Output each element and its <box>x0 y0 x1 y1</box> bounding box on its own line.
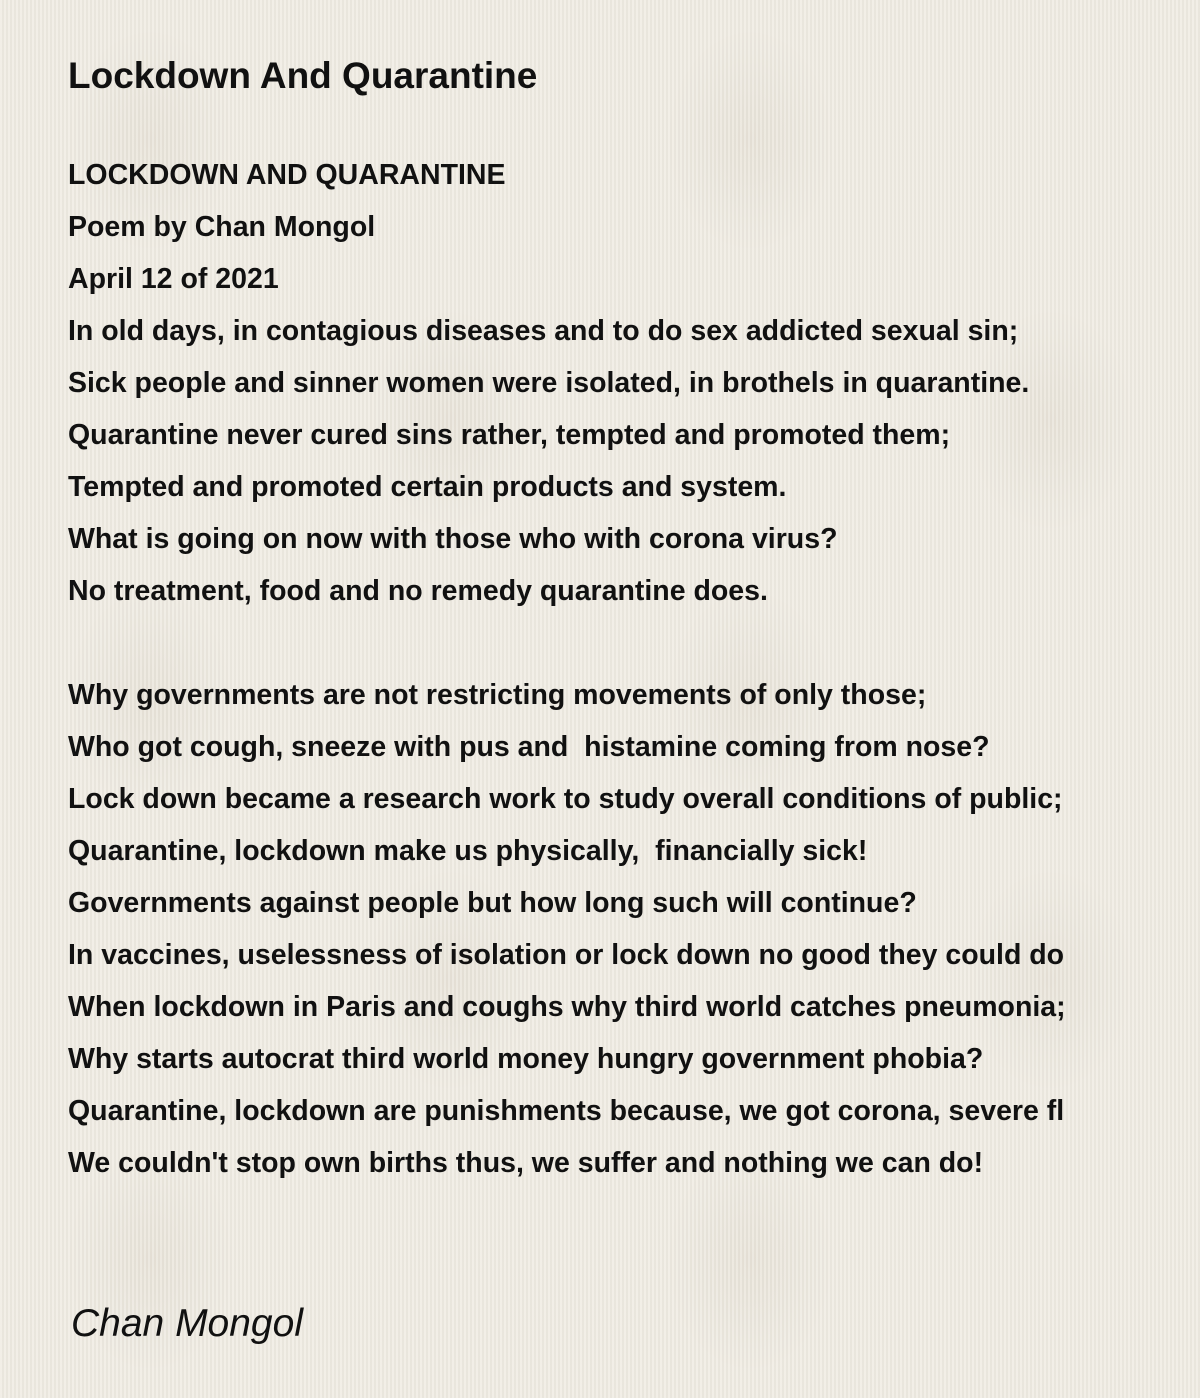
poem-line: No treatment, food and no remedy quarantine does. <box>68 575 768 607</box>
poem-line: What is going on now with those who with corona virus? <box>68 523 838 555</box>
poem-line: When lockdown in Paris and coughs why third world catches pneumonia; <box>68 991 1066 1023</box>
poem-line: Quarantine never cured sins rather, tempted and promoted them; <box>68 419 951 451</box>
stanza-break <box>68 617 1200 669</box>
poem-line: Quarantine, lockdown are punishments because, we got corona, severe fl <box>68 1095 1065 1127</box>
poem-line: Why governments are not restricting movements of only those; <box>68 679 927 711</box>
poem-line: In vaccines, uselessness of isolation or lock down no good they could do <box>68 939 1065 971</box>
poem-line: In old days, in contagious diseases and to do sex addicted sexual sin; <box>68 315 1019 347</box>
poem-line: Sick people and sinner women were isolated, in brothels in quarantine. <box>68 367 1030 399</box>
poem-page <box>68 0 1200 1398</box>
poem-body <box>68 149 1200 1189</box>
poem-line: Poem by Chan Mongol <box>68 211 376 243</box>
poem-line: Quarantine, lockdown make us physically, financially sick! <box>68 835 868 867</box>
poem-line: Lock down became a research work to study overall conditions of public; <box>68 783 1063 815</box>
poem-line: We couldn't stop own births thus, we suffer and nothing we can do! <box>68 1147 984 1179</box>
poem-line: April 12 of 2021 <box>68 263 279 295</box>
poem-line: Who got cough, sneeze with pus and histamine coming from nose? <box>68 731 990 763</box>
poem-line: Tempted and promoted certain products and system. <box>68 471 787 503</box>
poem-title: Lockdown And Quarantine <box>68 55 538 96</box>
poem-line: Why starts autocrat third world money hungry government phobia? <box>68 1043 984 1075</box>
author-signature: Chan Mongol <box>71 1302 303 1345</box>
poem-line: Governments against people but how long such will continue? <box>68 887 917 919</box>
poem-line: LOCKDOWN AND QUARANTINE <box>68 159 506 191</box>
